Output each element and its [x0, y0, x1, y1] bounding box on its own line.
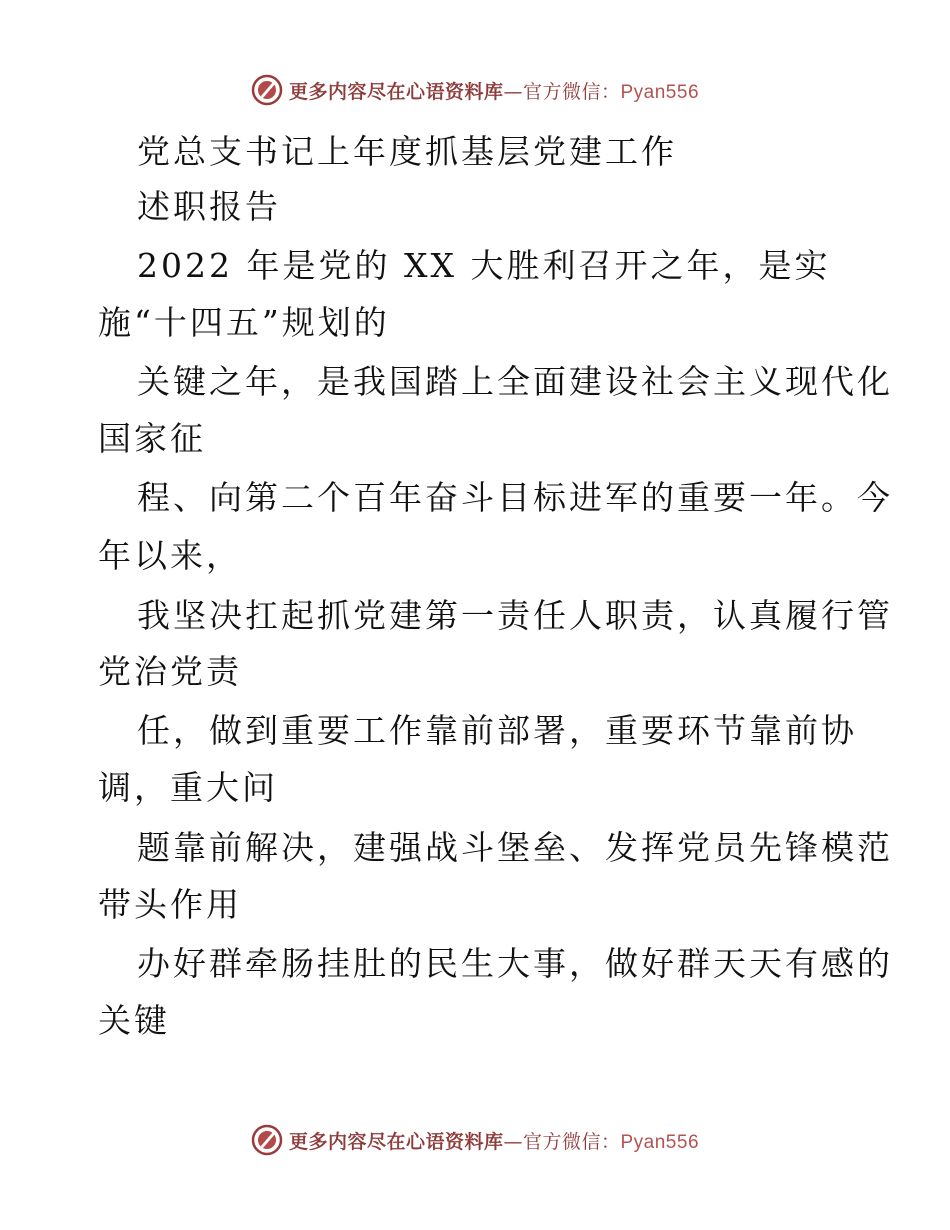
body-text-line: 调，重大问 [98, 768, 278, 807]
body-text-line: 国家征 [98, 419, 206, 458]
watermark-main-text: 更多内容尽在心语资料库 [288, 1130, 504, 1153]
watermark-wechat-label: 官方微信： [522, 80, 621, 103]
document-subtitle-line: 述职报告 [137, 187, 281, 226]
body-text-line: 我坚决扛起抓党建第一责任人职责，认真履行管 [137, 596, 893, 635]
watermark-wechat-label: 官方微信： [522, 1130, 621, 1153]
watermark-dash: — [503, 80, 523, 103]
body-text-line: 党治党责 [98, 652, 242, 691]
body-text-line: 任，做到重要工作靠前部署，重要环节靠前协 [137, 711, 857, 750]
body-text-line: 关键之年，是我国踏上全面建设社会主义现代化 [137, 362, 893, 401]
watermark-text [289, 1127, 699, 1154]
quill-seal-logo-icon [251, 1124, 283, 1156]
body-text-line: 办好群牵肠挂肚的民生大事，做好群天天有感的 [137, 944, 893, 983]
watermark-text [289, 77, 699, 104]
watermark-wechat-id: Pyan556 [620, 81, 700, 103]
body-text-line: 年以来， [98, 536, 242, 575]
watermark-main-text: 更多内容尽在心语资料库 [288, 80, 504, 103]
body-text-line: 题靠前解决，建强战斗堡垒、发挥党员先锋模范 [137, 828, 893, 867]
footer-watermark-banner [0, 1120, 950, 1160]
body-text-line: 2022 年是党的 XX 大胜利召开之年，是实 [137, 246, 831, 285]
body-text-line: 带头作用 [98, 885, 242, 924]
document-title-line: 党总支书记上年度抓基层党建工作 [137, 132, 677, 171]
body-text-line: 程、向第二个百年奋斗目标进军的重要一年。今 [137, 478, 893, 517]
watermark-dash: — [503, 1130, 523, 1153]
body-text-line: 关键 [98, 1001, 170, 1040]
body-text-line: 施“十四五”规划的 [98, 303, 390, 342]
header-watermark-banner [0, 70, 950, 110]
quill-seal-logo-icon [251, 74, 283, 106]
watermark-wechat-id: Pyan556 [620, 1131, 700, 1153]
